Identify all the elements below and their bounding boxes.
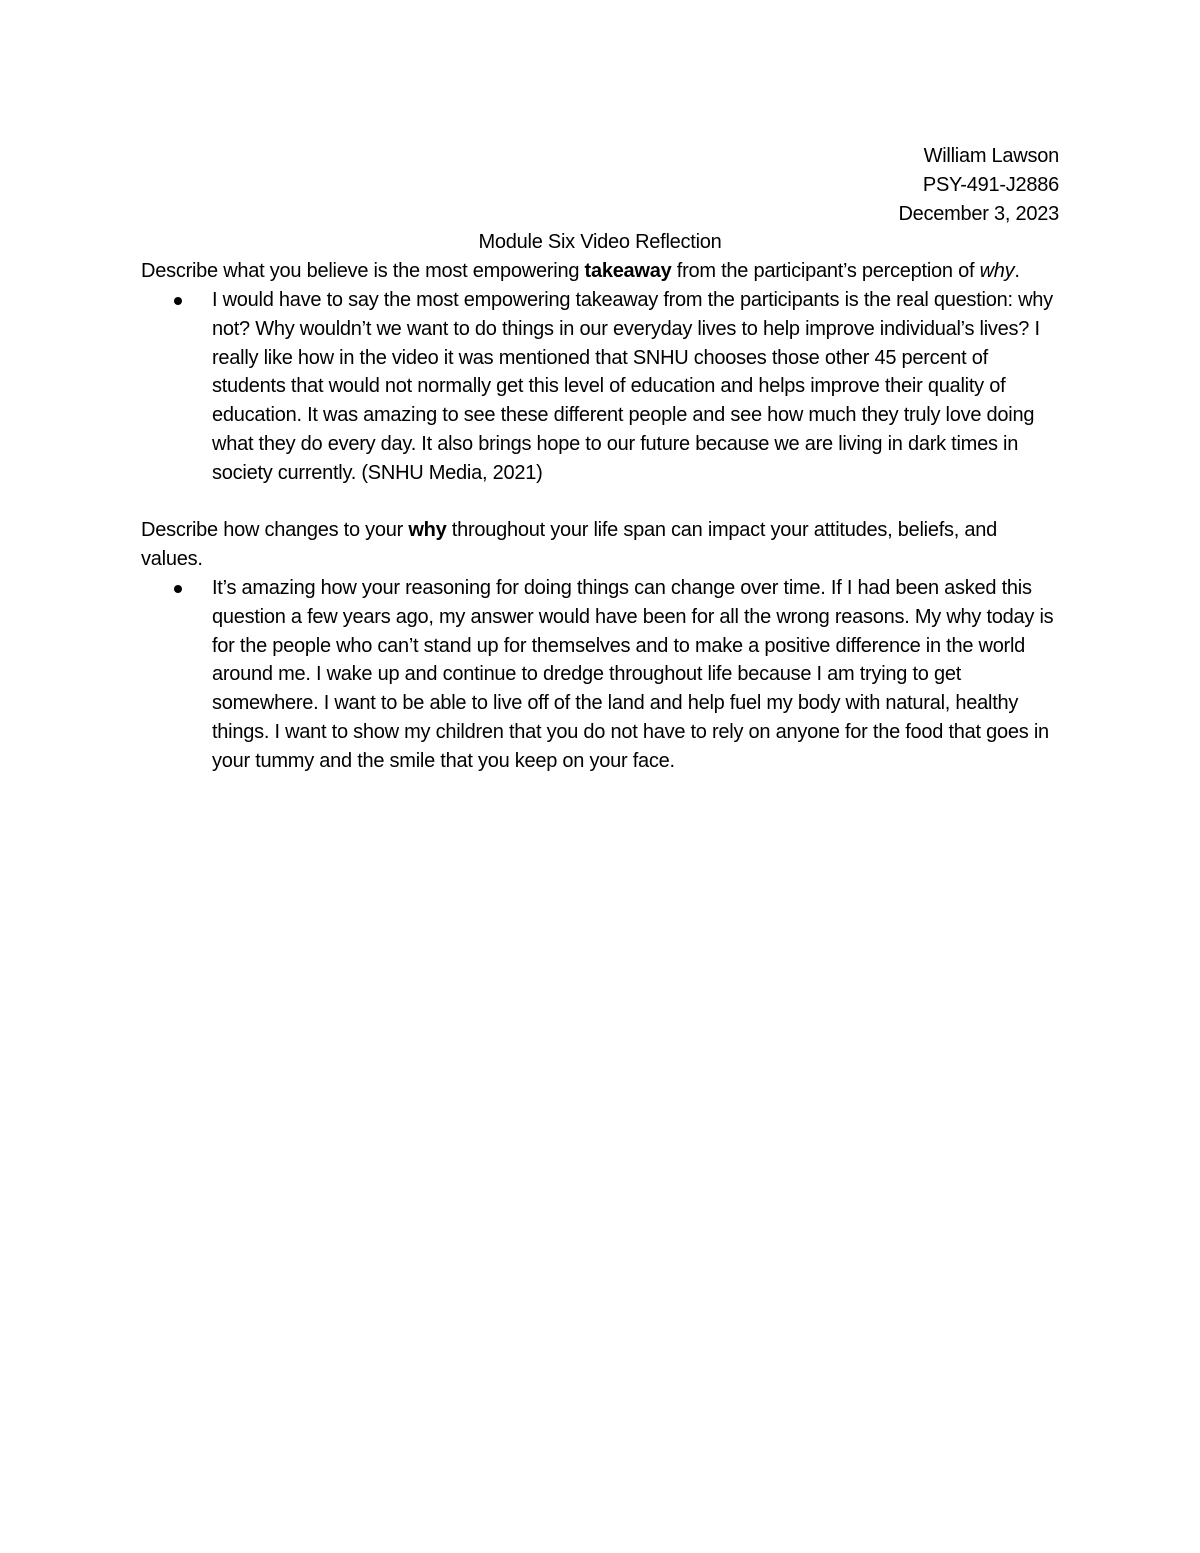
bullet-icon xyxy=(174,585,182,593)
answer-2-list-item xyxy=(212,574,1059,776)
document-body xyxy=(141,142,1059,776)
paragraph-spacer xyxy=(141,488,1059,517)
author-name: William Lawson xyxy=(923,145,1059,167)
question-2-bold-term: why xyxy=(408,519,447,542)
answer-2-text: It’s amazing how your reasoning for doing things can change over time. If I had been asked this question a few years ago, my answer would have been for all the wrong reasons. My why today is for the people who can’t stand up for themselves and to make a positive difference in the world around me. I wake up and continue to dredge throughout life because I am trying to get somewhere. I want to be able to live off of the land and help fuel my body with natural, healthy things. I want to show my children that you do not have to rely on anyone for the food that goes in your tummy and the smile that you keep on your face. xyxy=(212,576,1054,772)
question-1-text-middle: from the participant’s perception of xyxy=(671,260,980,283)
document-date: December 3, 2023 xyxy=(898,202,1059,225)
question-2-text-start: Describe how changes to your xyxy=(141,519,409,542)
question-1 xyxy=(141,257,1059,286)
question-1-bold-term: takeaway xyxy=(584,260,672,283)
bullet-icon xyxy=(174,297,182,305)
answer-1-text: I would have to say the most empowering takeaway from the participants is the real question: why not? Why wouldn’t we want to do things in our everyday lives to help improve individual’s lives? I really like how in the video it was mentioned that SNHU chooses those other 45 percent of students that would not normally get this level of education and helps improve their quality of education. It was amazing to see these different people and see how much they truly love doing what they do every day. It also brings hope to our future because we are living in dark times in society currently. (SNHU Media, 2021) xyxy=(212,288,1053,484)
question-2 xyxy=(141,516,1059,574)
question-1-text-start: Describe what you believe is the most empowering xyxy=(141,260,585,283)
course-code: PSY-491-J2886 xyxy=(922,173,1059,196)
answer-1-list-item xyxy=(212,286,1059,488)
question-2-text-end: throughout your life span can impact your attitudes, beliefs, and values. xyxy=(141,519,998,571)
question-1-italic-term: why xyxy=(979,260,1015,283)
document-title: Module Six Video Reflection xyxy=(478,231,722,254)
question-1-text-end: . xyxy=(1014,260,1020,283)
